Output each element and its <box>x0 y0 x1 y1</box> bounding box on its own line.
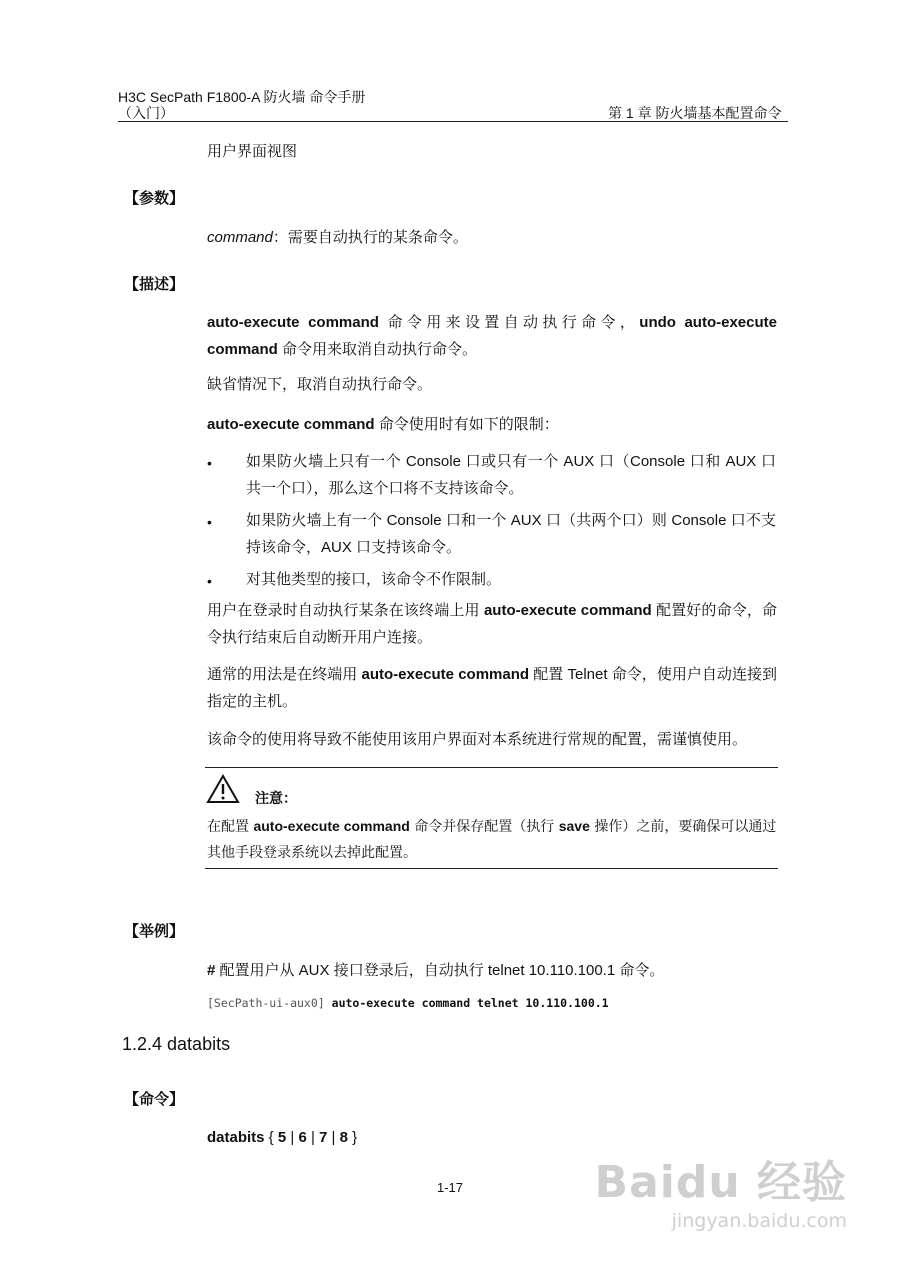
syntax-sep: | <box>306 1129 320 1146</box>
example-text: 配置用户从 AUX 接口登录后，自动执行 telnet 10.110.100.1 命令。 <box>215 962 665 979</box>
cmd-undo-auto-execute: undo auto-execute command <box>207 314 777 358</box>
cmd-auto-execute: auto-execute command <box>361 666 530 683</box>
syntax-open: { <box>264 1129 278 1146</box>
desc-paragraph-1 <box>207 309 777 363</box>
bullet-icon: • <box>207 573 212 589</box>
cmd-auto-execute: auto-execute command <box>207 314 379 331</box>
desc-p5-text1: 通常的用法是在终端用 <box>207 666 362 683</box>
syntax-value-5: 5 <box>277 1129 287 1146</box>
cmd-databits: databits <box>207 1129 265 1146</box>
desc-paragraph-4 <box>207 597 777 651</box>
bullet-item-3: 对其他类型的接口，该命令不作限制。 <box>246 571 502 588</box>
notice-text1: 在配置 <box>207 819 254 835</box>
desc-p1-text1: 命令用来设置自动执行命令， <box>378 314 640 331</box>
bullet-icon: • <box>207 514 212 530</box>
syntax-sep: | <box>327 1129 340 1146</box>
param-name: command <box>207 229 273 246</box>
desc-p4-text2: 配置好的命令，命令执行结束后自动断开用户连接。 <box>207 602 778 646</box>
header-product: H3C SecPath F1800-A 防火墙 命令手册 <box>118 89 366 105</box>
syntax-sep: | <box>286 1129 299 1146</box>
page-number: 1-17 <box>437 1180 464 1195</box>
section-desc: 【描述】 <box>124 276 185 293</box>
desc-p5-text2: 配置 Telnet 命令，使用户自动连接到指定的主机。 <box>207 666 778 710</box>
baidu-logo: Baidu 经验 <box>594 1157 847 1208</box>
example-code <box>207 996 609 1010</box>
syntax-value-8: 8 <box>339 1129 348 1146</box>
notice-top-rule <box>205 767 778 768</box>
baidu-watermark <box>595 1146 847 1232</box>
bullet-icon: • <box>207 455 212 471</box>
param-text: ：需要自动执行的某条命令。 <box>272 229 468 246</box>
example-description <box>207 957 777 984</box>
header-volume: （入门） <box>118 105 174 121</box>
notice-text <box>207 813 777 866</box>
syntax-close: } <box>347 1129 358 1146</box>
notice-bottom-rule <box>205 868 778 869</box>
desc-paragraph-5 <box>207 661 777 715</box>
header-chapter: 第 1 章 防火墙基本配置命令 <box>608 105 782 121</box>
desc-p3-text: 命令使用时有如下的限制： <box>374 416 559 433</box>
example-hash: # <box>207 962 216 979</box>
section-params: 【参数】 <box>124 190 185 207</box>
desc-p4-text1: 用户在登录时自动执行某条在该终端上用 <box>207 602 484 619</box>
cmd-auto-execute: auto-execute command <box>253 818 410 834</box>
desc-p1-text2: 命令用来取消自动执行命令。 <box>277 341 478 358</box>
desc-paragraph-2: 缺省情况下，取消自动执行命令。 <box>207 376 433 393</box>
desc-paragraph-6: 该命令的使用将导致不能使用该用户界面对本系统进行常规的配置，需谨慎使用。 <box>207 731 748 748</box>
section-command: 【命令】 <box>124 1091 185 1108</box>
cmd-auto-execute: auto-execute command <box>207 416 375 433</box>
param-line <box>207 224 777 251</box>
bullet-item-2: 如果防火墙上有一个 Console 口和一个 AUX 口（共两个口）则 Console 口不支持该命令，AUX 口支持该命令。 <box>246 512 776 556</box>
watermark-url: jingyan.baidu.com <box>671 1210 847 1232</box>
cmd-save: save <box>558 818 590 834</box>
view-text: 用户界面视图 <box>207 143 298 160</box>
notice-text3: 操作）之前，要确保可以通过其他手段登录系统以去掉此配置。 <box>207 819 777 861</box>
notice-text2: 命令并保存配置（执行 <box>409 819 559 835</box>
header-divider <box>118 121 788 122</box>
code-prompt: [SecPath-ui-aux0] <box>207 996 325 1010</box>
cmd-auto-execute: auto-execute command <box>483 602 652 619</box>
notice-title: 注意： <box>255 790 297 806</box>
bullet-item-1: 如果防火墙上只有一个 Console 口或只有一个 AUX 口（Console 口和 AUX 口共一个口），那么这个口将不支持该命令。 <box>246 453 776 497</box>
code-command: auto-execute command telnet 10.110.100.1 <box>331 996 609 1010</box>
warning-icon <box>206 774 240 809</box>
section-example: 【举例】 <box>124 923 185 940</box>
syntax-value-7: 7 <box>319 1129 328 1146</box>
desc-paragraph-3 <box>207 411 777 438</box>
syntax-value-6: 6 <box>298 1129 307 1146</box>
section-heading-databits: 1.2.4 databits <box>122 1034 231 1054</box>
